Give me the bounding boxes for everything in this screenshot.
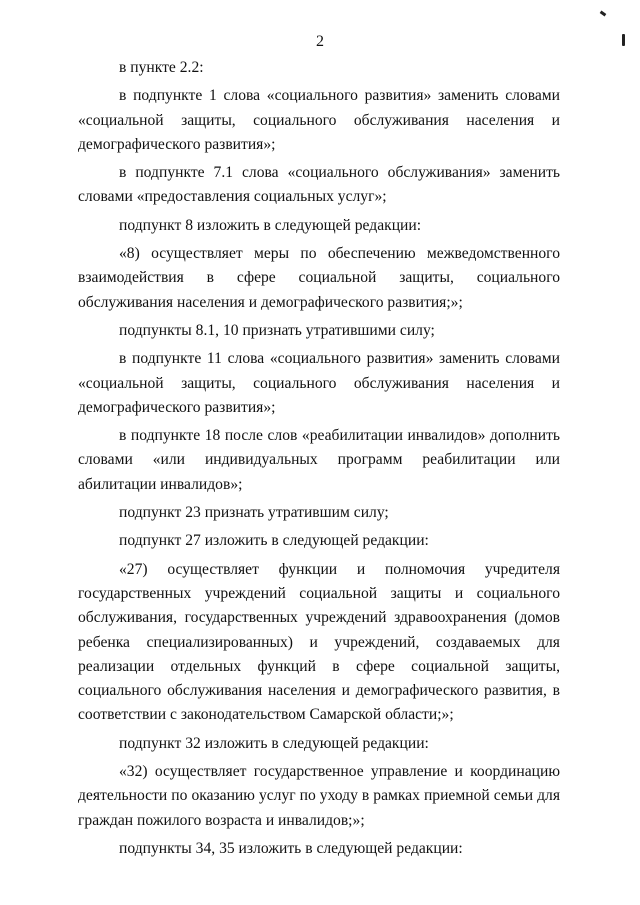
paragraph: подпункт 32 изложить в следующей редакции: [119,734,429,752]
paragraph: «32) осуществляет государственное управление и координацию деятельности по оказанию услуг по уходу в рамках приемной семьи для граждан пожилого возраста и инвалидов;»; [78,763,560,829]
paragraph: в подпункте 18 после слов «реабилитации инвалидов» дополнить словами «или индивидуальных программ реабилитации или абилитации инвалидов»; [78,427,560,493]
paragraph: в подпункте 1 слова «социального развития» заменить словами «социальной защиты, социального обслуживания населения и демографического развития»; [78,87,560,153]
paragraph: подпункты 34, 35 изложить в следующей редакции: [119,839,463,857]
page-number: 2 [316,33,324,50]
paragraph: в подпункте 11 слова «социального развития» заменить словами «социальной защиты, социального обслуживания населения и демографического развития»; [78,350,560,416]
paragraph: подпункт 23 признать утратившим силу; [119,504,389,522]
paragraph: подпункт 8 изложить в следующей редакции: [119,216,422,234]
document-body [78,56,560,865]
paragraph: в подпункте 7.1 слова «социального обслуживания» заменить словами «предоставления социальных услуг»; [78,164,560,206]
paragraph: подпункт 27 изложить в следующей редакции: [119,532,429,550]
paragraph: «27) осуществляет функции и полномочия учредителя государственных учреждений социальной защиты и социального обслуживания, государственных учреждений здравоохранения (домов ребенка специализированных) и учреждений, создаваемых для реализации отдельных функций в сфере социальной защиты, социального обслуживания населения и демографического развития, в соответствии с законодательством Самарской области;»; [78,560,560,724]
paragraph: «8) осуществляет меры по обеспечению межведомственного взаимодействия в сфере социальной защиты, социального обслуживания населения и демографического развития;»; [78,245,560,311]
paragraph: подпункты 8.1, 10 признать утратившими силу; [119,321,435,339]
paragraph: в пункте 2.2: [119,59,204,76]
scan-mark [600,11,607,17]
